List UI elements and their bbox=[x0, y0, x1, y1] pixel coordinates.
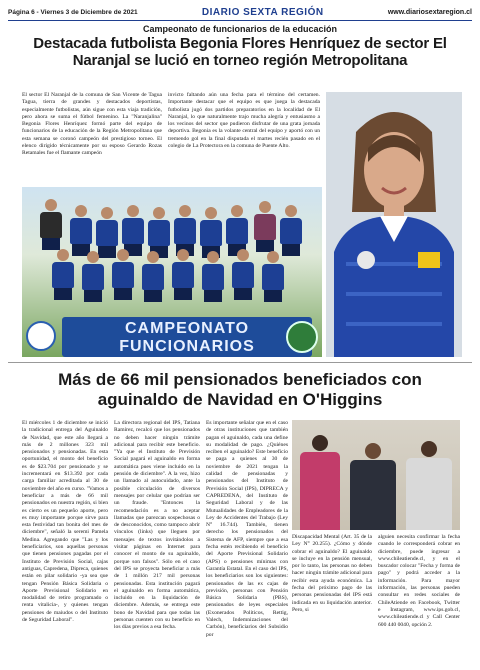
story1-column-2: invicto faltando aún una fecha para el término del certamen. Importante destacar que el equipo es que juega la destacada futbolista jugó dos partidos preparatorios en la localidad de El Naranjal, lo que naturalmente trajo mucha alegría y entusiasmo a los vecinos del sector que pudieron disfrutar de una grata jornada deportiva. Begonia es la volante central del equipo y aportó con un tremendo gol en la final disputada el martes recién pasado en el colegio de La Protectora en la comuna de Puente Alto. bbox=[168, 92, 320, 150]
right-logo-icon bbox=[286, 321, 318, 353]
left-logo-icon bbox=[26, 321, 56, 351]
player-figure bbox=[280, 205, 302, 257]
portrait-illustration bbox=[326, 92, 462, 357]
player-figure bbox=[262, 251, 284, 303]
newspaper-name: DIARIO SEXTA REGIÓN bbox=[201, 6, 324, 18]
page-header bbox=[8, 4, 472, 20]
officials-photo bbox=[292, 420, 460, 530]
player-figure bbox=[202, 251, 224, 303]
team-photo bbox=[22, 187, 322, 357]
story1-column-1: El sector El Naranjal de la comuna de San Vicente de Tagua Tagua, tierra de grandes y destacados deportistas, especialmente futbolistas, aún sigue con esta viaja tradición, pero ahora se suma el fútbol femenino. La "Naranjalina" Begonia Flores Henríquez formó parte del equipo de funcionarios de la educación de la Región Metropolitana que esta semana se coronó campeón del prestigioso torneo. El elenco dirigido técnicamente por su esposo Gerardo Rozas Retamales fue el flamante campeón bbox=[22, 92, 162, 157]
player-figure bbox=[52, 249, 74, 301]
championship-banner: CAMPEONATO FUNCIONARIOS bbox=[62, 317, 312, 357]
player-figure bbox=[172, 249, 194, 301]
official-figure bbox=[300, 435, 340, 530]
player-figure bbox=[142, 251, 164, 303]
story1-headline: Destacada futbolista Begonia Flores Henríquez de sector El Naranjal se lució en torneo región Metropolitana bbox=[33, 35, 447, 69]
official-figure bbox=[406, 441, 452, 530]
player-figure bbox=[40, 199, 62, 251]
story1-kicker: Campeonato de funcionarios de la educación bbox=[142, 24, 338, 34]
player-figure bbox=[232, 249, 254, 301]
story2-column-5: alguien necesita confirmar la fecha cuando le corresponderá cobrar en diciembre, puede ingresar a www.chileatiende.cl, y en el buscador colocar "Fecha y forma de pago" y podrá acceder a la información. Para mayor información, las personas pueden consultar en redes sociales de ChileAtiende en Facebook, Twitter e Instagram, www.ips.gob.cl, www.chileatiende.cl y Call Center 600 440 0040, opción 2. bbox=[378, 534, 460, 628]
header-divider bbox=[8, 20, 472, 21]
official-figure bbox=[350, 443, 396, 530]
story2-column-3: Es importante señalar que en el caso de otras instituciones que también pagan el aguinaldo, cada una define su modalidad de pago. ¿Quiénes reciben el aguinaldo? Este beneficio se paga a quienes al 30 de noviembre de 2021 tengan la calidad de pensionadas y pensionados del Instituto de Previsión Social (IPS), DIPRECA y CAPREDENA, del Instituto de Seguridad Laboral y de las Mutualidades de Empleadores de la Ley de Accidentes del Trabajo (Ley N° 16.744). También, tienen derecho los pensionados del Sistema de AFP, siempre que a esa fecha estén recibiendo el beneficio del Aporte Previsional Solidario (APS) o pensiones mínimas con Garantía Estatal. En el caso del IPS, los beneficiarios son los siguientes: pensionados de las ex cajas de previsión, personas con Pensión Básica Solidaria (PBS), pensionados de leyes especiales (Exonerados Políticos, Rettig, Valech, Indemnizaciones del Carbón), beneficiarios del Subsidio por bbox=[206, 420, 288, 638]
story2-column-4: Discapacidad Mental (Art. 35 de la Ley N° 20.255). ¿Cómo y dónde cobrar el aguinaldo? El aguinaldo se incluye en la pensión mensual, por lo tanto, las personas no deben hacer ningún trámite adicional para recibir esta ayuda económica. La fecha del próximo pago de las personas pensionadas del IPS está indicada en su liquidación anterior. Pero, si bbox=[292, 534, 372, 613]
story2-column-2: La directora regional del IPS, Tatiana Ramírez, recalcó que los pensionados no deben hacer ningún trámite adicional para recibir este beneficio. "Ya que el Instituto de Previsión Social pagará el aguinaldo en forma automática pues viene incluido en la pensión de diciembre". A la vez, hizo un llamado al autocuidado, ante la posible circulación de diversos mensajes por celular que podrían ser un fraude. "Entonces la recomendación es a no aceptar llamadas que parezcan sospechosas o de desconocidos, como tampoco abrir vínculos (links) que lleguen por mensajes de textos invitándolos a visitar páginas en Internet para conocer el monto de su aguinaldo, porque son falsos". Sólo en el caso del IPS se proyecta beneficiar a más de 1 millón 217 mil personas pensionadas. Esta institución pagará el aguinaldo en forma automática, incluido en la liquidación de diciembre. Además, se entrega este bono de Navidad para que todas las personas cuenten con su beneficio en los días previos a esa fecha. bbox=[114, 420, 200, 631]
player-portrait bbox=[326, 92, 462, 357]
player-figure bbox=[82, 251, 104, 303]
page-info: Página 6 - Viernes 3 de Diciembre de 2021 bbox=[8, 8, 138, 16]
story2-column-1: El miércoles 1 de diciembre se inició la tradicional entrega del Aguinaldo de Navidad, que este año llegará a más de 2 millones 323 mil pensionados y pensionadas. En esta oportunidad, el monto del beneficio es de $23.704 por pensionado y se incrementará en $13.392 por cada carga familiar acreditada al 30 de noviembre del año en curso. "Vamos a beneficiar a más de 66 mil pensionados en nuestra región, si bien es cierto es un pequeño aporte, pero es muy importante porque sirve para esta festividad tan bonita del mes de diciembre", señaló la seremi Pamela Medina. Agregando que "Las y los beneficiarios, son aquellas personas que tienen pensiones pagadas por el Instituto de Previsión Social, cajas antiguas, Capredena, Dipreca, quienes están en pilar solidario -ya sea que tengan Pensión Básica Solidaria o Aporte Previsional Solidario en modalidad de retiro programado o renta vitalicia-, y quienes tengan pensiones de maiudos o del Instituto de Seguridad Laboral". bbox=[22, 420, 108, 624]
player-figure bbox=[112, 249, 134, 301]
player-figure bbox=[254, 201, 276, 253]
website-link[interactable]: www.diariosextaregion.cl bbox=[387, 8, 472, 16]
section-divider bbox=[8, 362, 472, 363]
story2-headline: Más de 66 mil pensionados beneficiados con aguinaldo de Navidad en O'Higgins bbox=[58, 370, 422, 409]
